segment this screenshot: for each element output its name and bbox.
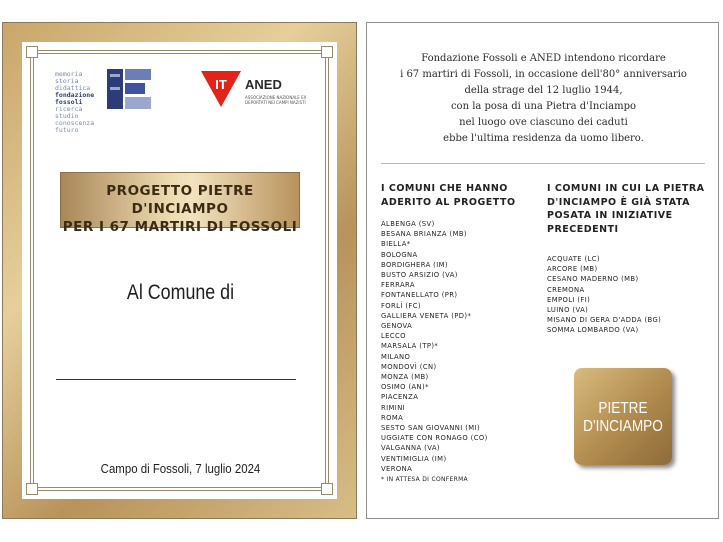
list-item: MARSALA (TP)* — [381, 342, 439, 351]
list-item: VALGANNA (VA) — [381, 444, 440, 453]
list-item: PIACENZA — [381, 393, 419, 402]
column-heading-line: PRECEDENTI — [547, 223, 619, 235]
list-item: ACQUATE (LC) — [547, 255, 600, 263]
column-heading-line: D'INCIAMPO È GIÀ STATA — [547, 196, 691, 208]
logo-word: didattica — [55, 84, 91, 92]
intro-line: della strage del 12 luglio 1944, — [464, 85, 623, 96]
adhering-municipalities-column — [381, 182, 541, 483]
column-heading-line: I COMUNI IN CUI LA PIETRA — [547, 183, 705, 194]
badge-line: D'INCIAMPO — [583, 418, 663, 435]
list-item: SESTO SAN GIOVANNI (MI) — [381, 424, 480, 433]
list-item: BESANA BRIANZA (MB) — [381, 230, 467, 239]
list-item: EMPOLI (FI) — [547, 295, 591, 304]
list-item: ROMA — [381, 413, 404, 422]
corner-ornament — [321, 46, 333, 58]
list-item: GENOVA — [381, 322, 413, 331]
list-item: BIELLA* — [381, 240, 411, 249]
list-item: GALLIERA VENETA (PD)* — [381, 311, 472, 320]
aned-logo — [201, 69, 311, 121]
corner-ornament — [321, 483, 333, 495]
corner-ornament — [26, 46, 38, 58]
intro-paragraph — [367, 51, 720, 147]
list-item: BORDIGHERA (IM) — [381, 260, 448, 269]
addressee-heading: Al Comune di — [126, 281, 235, 304]
aned-name: ANED — [245, 77, 282, 92]
logo-word: fossoli — [55, 98, 83, 106]
column-heading-line: I COMUNI CHE HANNO — [381, 183, 508, 194]
pietre-inciampo-badge — [574, 368, 672, 465]
list-item: SOMMA LOMBARDO (VA) — [547, 326, 639, 335]
list-item: MONDOVÌ (CN) — [381, 362, 437, 371]
intro-line: Fondazione Fossoli e ANED intendono ricordare — [421, 53, 666, 64]
list-item: CESANO MADERNO (MB) — [547, 275, 639, 284]
municipality-list — [547, 254, 707, 336]
intro-line: ebbe l'ultima residenza da uomo libero. — [443, 133, 644, 144]
logo-word: storia — [55, 77, 79, 85]
pending-confirmation-note: * IN ATTESA DI CONFERMA — [381, 476, 468, 484]
list-item: CREMONA — [547, 285, 585, 294]
column-heading-line: POSATA IN INIZIATIVE — [547, 210, 673, 221]
column-heading — [381, 182, 541, 209]
addressee-blank-line — [56, 379, 296, 380]
logo-word: studio — [55, 112, 79, 120]
list-item: FERRARA — [381, 281, 415, 290]
logo-word: ricerca — [55, 105, 83, 113]
list-item: UGGIATE CON RONAGO (CO) — [381, 434, 488, 443]
list-item: FONTANELLATO (PR) — [381, 291, 458, 300]
list-item: BOLOGNA — [381, 250, 418, 259]
invitation-card-front — [2, 22, 357, 519]
municipality-list — [381, 219, 541, 474]
aned-mark-text: IT — [215, 77, 227, 92]
badge-line: PIETRE — [598, 400, 648, 417]
list-item: VENTIMIGLIA (IM) — [381, 454, 447, 463]
previous-municipalities-column — [547, 182, 707, 336]
list-item: MILANO — [381, 352, 411, 361]
project-title-line: PROGETTO PIETRE D'INCIAMPO — [106, 183, 254, 217]
invitation-card-back — [366, 22, 719, 519]
intro-line: nel luogo ove ciascuno dei caduti — [459, 117, 628, 128]
list-item: ALBENGA (SV) — [381, 220, 435, 228]
list-item: MONZA (MB) — [381, 373, 429, 382]
list-item: LUINO (VA) — [547, 306, 589, 315]
place-date: Campo di Fossoli, 7 luglio 2024 — [100, 461, 261, 476]
column-heading — [547, 182, 707, 236]
list-item: VERONA — [381, 464, 413, 473]
intro-line: con la posa di una Pietra d'Inciampo — [450, 101, 637, 112]
intro-line: i 67 martiri di Fossoli, in occasione dell'80° anniversario — [400, 69, 687, 80]
column-heading-line: ADERITO AL PROGETTO — [381, 196, 516, 208]
list-item: RIMINI — [381, 403, 406, 412]
project-title-line: PER I 67 MARTIRI DI FOSSOLI — [62, 219, 298, 235]
list-item: BUSTO ARSIZIO (VA) — [381, 271, 458, 280]
logo-word: memoria — [55, 70, 83, 78]
project-title-plate — [60, 172, 300, 235]
list-item: OSIMO (AN)* — [381, 383, 429, 392]
list-item: FORLÌ (FC) — [381, 301, 421, 310]
list-item: MISANO DI GERA D'ADDA (BG) — [547, 316, 662, 325]
aned-subtitle: ASSOCIAZIONE NAZIONALE EX DEPORTATI NEI CAMPI NAZISTI — [245, 95, 307, 105]
logo-wordlist — [55, 71, 94, 134]
divider — [381, 163, 705, 164]
list-item: LECCO — [381, 332, 406, 341]
list-item: ARCORE (MB) — [547, 265, 598, 274]
logo-word: futuro — [55, 126, 79, 134]
fondazione-fossoli-logo — [55, 69, 153, 134]
corner-ornament — [26, 483, 38, 495]
logo-word: conoscenza — [55, 119, 95, 127]
logo-word: fondazione — [55, 91, 95, 99]
fossoli-mark-icon — [107, 69, 151, 109]
aned-triangle-icon — [201, 69, 241, 109]
